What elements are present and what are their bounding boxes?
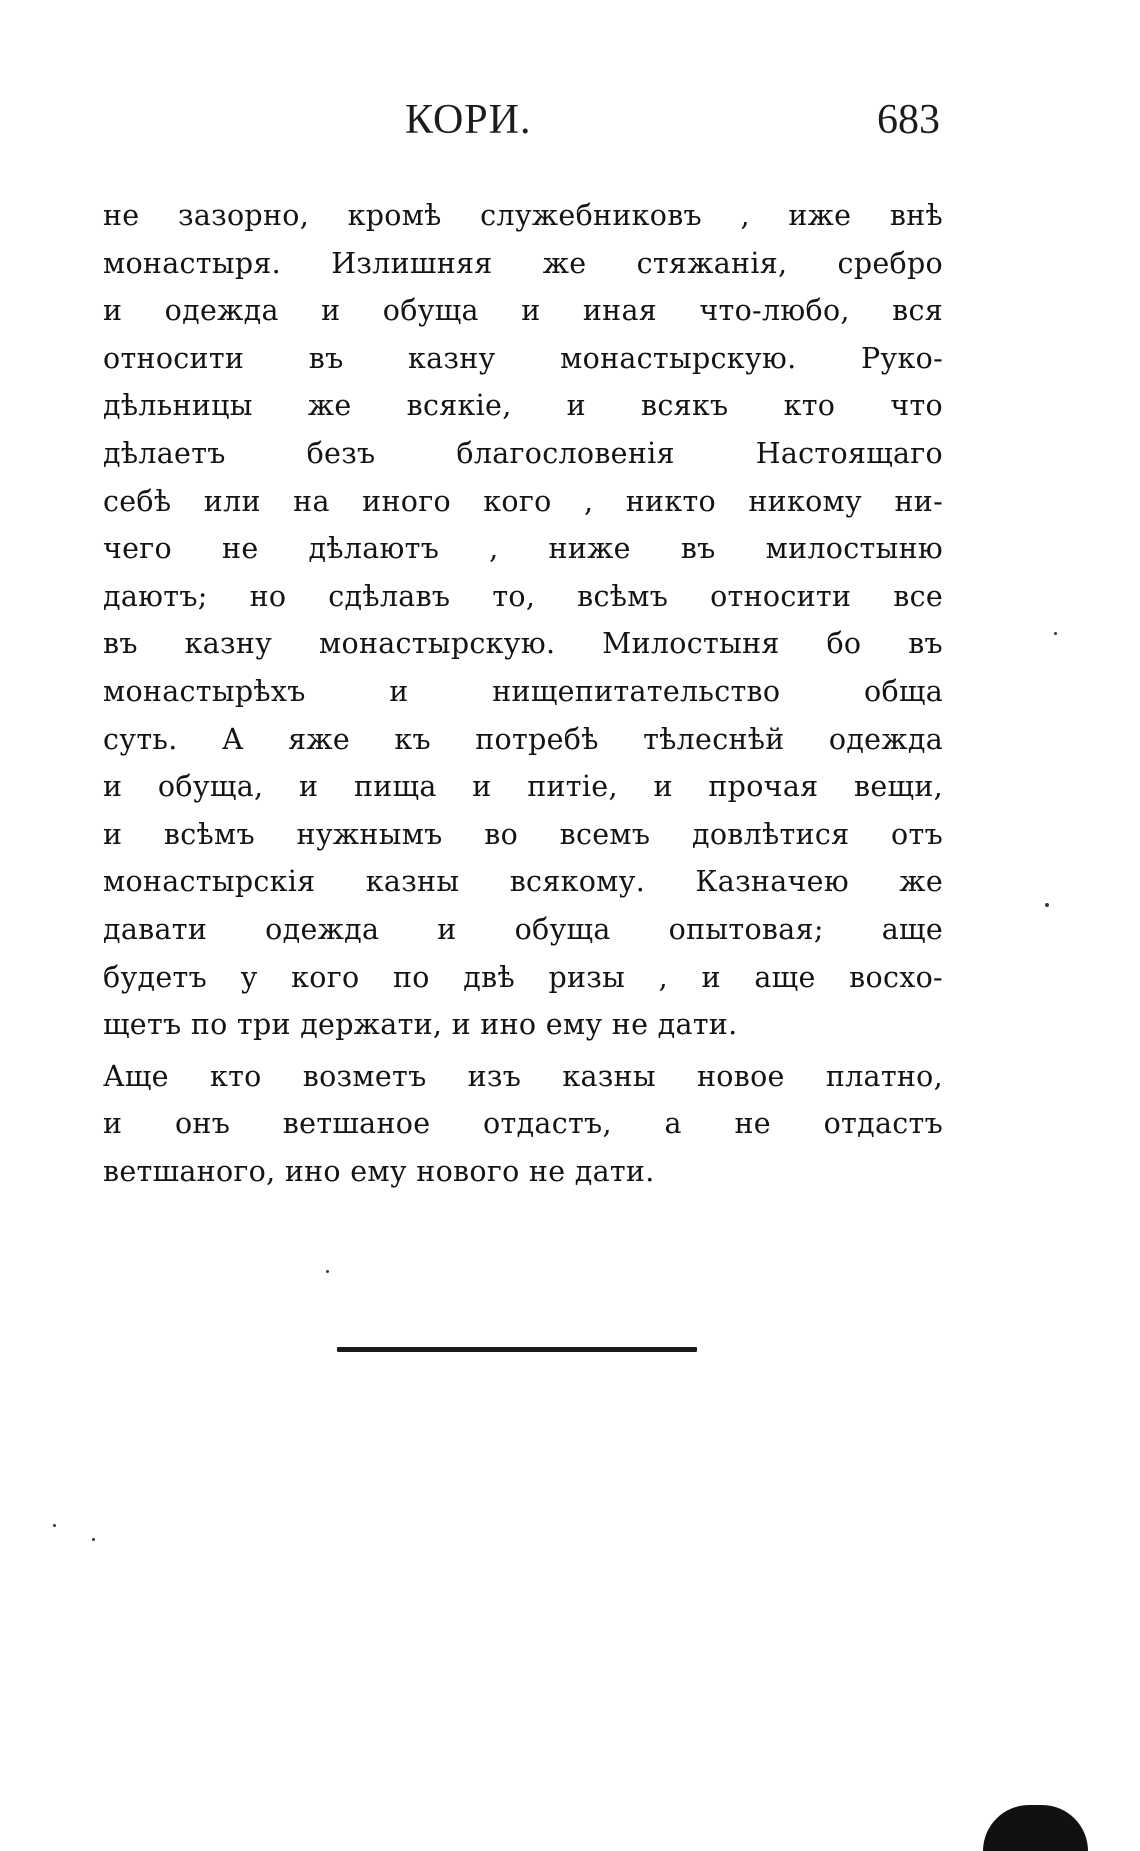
text-line: щетъ по три держати, и ино ему не дати.: [103, 1008, 738, 1042]
text-line: монастырѣхъ и нищепитательство обща: [103, 674, 943, 708]
ink-speck: [1054, 632, 1057, 635]
text-line: въ казну монастырскую. Милостыня бо въ: [103, 627, 943, 661]
text-line: дѣлаетъ безъ благословенія Настоящаго: [103, 436, 943, 470]
text-line: давати одежда и обуща опытовая; аще: [103, 912, 943, 946]
end-rule: [337, 1347, 697, 1352]
text-line: и всѣмъ нужнымъ во всемъ довлѣтися отъ: [103, 817, 943, 851]
text-line: относити въ казну монастырскую. Руко-: [103, 341, 943, 375]
text-line: монастырскія казны всякому. Казначею же: [103, 865, 943, 899]
ink-speck: [53, 1524, 56, 1527]
text-line: не зазорно, кромѣ служебниковъ , иже внѣ: [103, 199, 943, 232]
ink-speck: [326, 1270, 329, 1273]
text-line: и онъ ветшаное отдастъ, а не отдастъ: [103, 1107, 943, 1141]
text-line: даютъ; но сдѣлавъ то, всѣмъ относити все: [103, 579, 943, 613]
text-line: Аще кто возметъ изъ казны новое платно,: [103, 1059, 943, 1093]
text-line: и одежда и обуща и иная что-любо, вся: [103, 294, 943, 328]
text-line: себѣ или на иного кого , никто никому ни-: [103, 484, 943, 518]
page-number: 683: [877, 97, 940, 143]
body-text: [103, 192, 943, 1195]
ink-speck: [92, 1538, 95, 1541]
running-head: [100, 96, 940, 156]
text-line: дѣльницы же всякіе, и всякъ кто что: [103, 389, 943, 423]
corner-ink-blot: [983, 1805, 1088, 1851]
text-line: монастыря. Излишняя же стяжанія, сребро: [103, 246, 943, 280]
text-line: будетъ у кого по двѣ ризы , и аще восхо-: [103, 960, 943, 994]
running-title: КОРИ.: [405, 97, 532, 143]
text-line: ветшаного, ино ему нового не дати.: [103, 1154, 655, 1188]
ink-speck: [1045, 903, 1049, 907]
text-line: чего не дѣлаютъ , ниже въ милостыню: [103, 532, 943, 566]
text-line: и обуща, и пища и питіе, и прочая вещи,: [103, 770, 943, 804]
text-line: суть. А яже къ потребѣ тѣлеснѣй одежда: [103, 722, 943, 756]
